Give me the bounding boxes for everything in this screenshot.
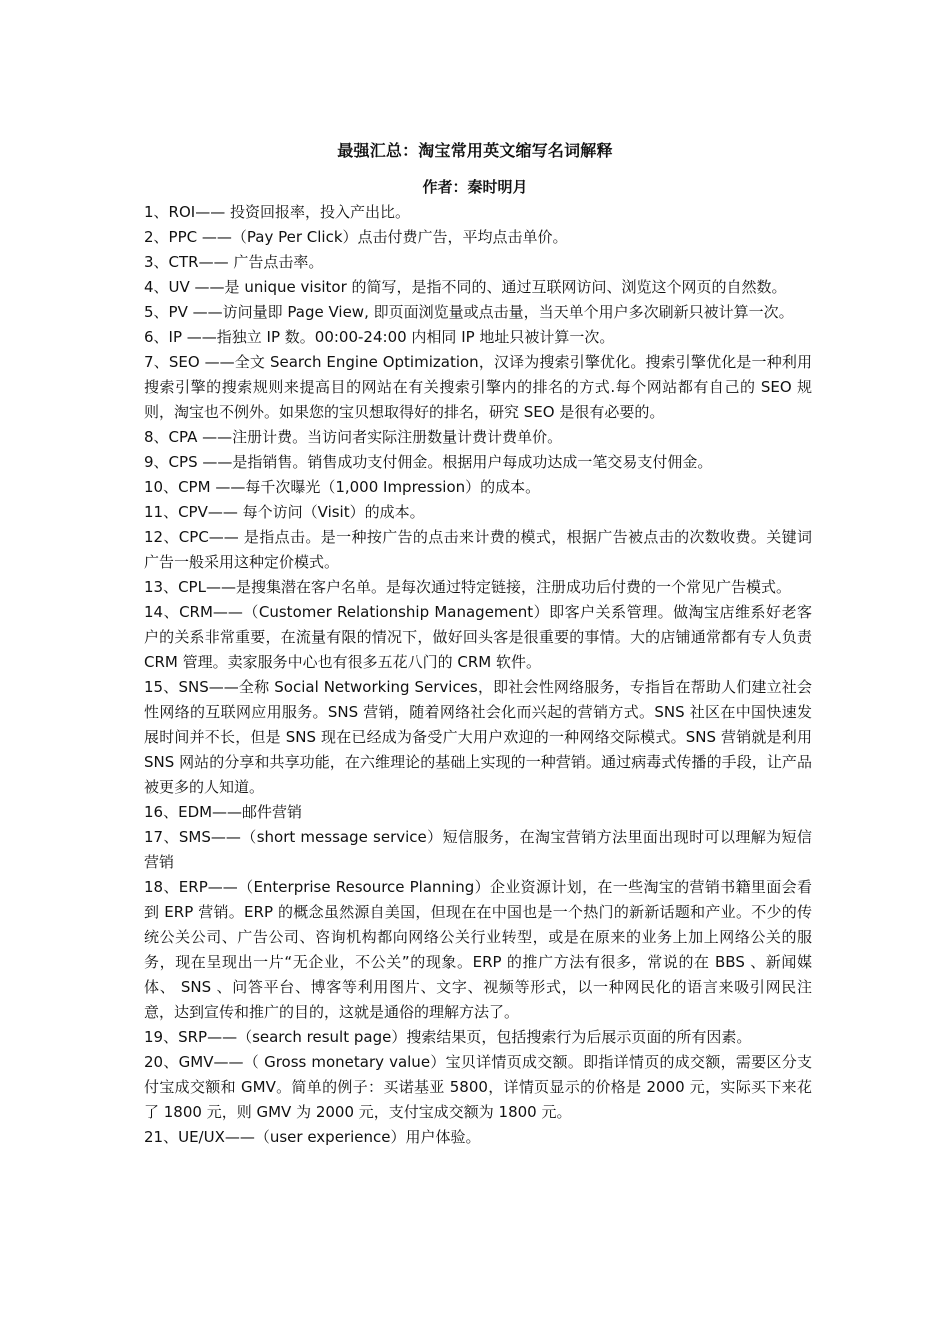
glossary-entry-gmv: 20、GMV——（ Gross monetary value）宝贝详情页成交额。即指详情页的成交额，需要区分支付宝成交额和 GMV。简单的例子：买诺基亚 5800，详情页显示的价格是 2000 元，实际买下来花了 1800 元，则 GMV 为 2000 元，支付宝成交额为 1800 元。 — [144, 1053, 812, 1121]
glossary-entry-cpl: 13、CPL——是搜集潜在客户名单。是每次通过特定链接，注册成功后付费的一个常见广告模式。 — [144, 578, 791, 596]
glossary-entry-edm: 16、EDM——邮件营销 — [144, 803, 303, 821]
document-title: 最强汇总：淘宝常用英文缩写名词解释 — [337, 141, 613, 160]
glossary-entry-seo: 7、SEO ——全文 Search Engine Optimization，汉译为搜索引擎优化。搜索引擎优化是一种利用搜索引擎的搜索规则来提高目的网站在有关搜索引擎内的排名的方式.每个网站都有自己的 SEO 规则，淘宝也不例外。如果您的宝贝想取得好的排名，研究 SEO 是很有必要的。 — [144, 353, 812, 421]
glossary-entry-cps: 9、CPS ——是指销售。销售成功支付佣金。根据用户每成功达成一笔交易支付佣金。 — [144, 453, 713, 471]
document-author: 作者：秦时明月 — [422, 178, 528, 196]
glossary-entry-srp: 19、SRP——（search result page）搜索结果页，包括搜索行为后展示页面的所有因素。 — [144, 1028, 752, 1046]
glossary-entry-cpa: 8、CPA ——注册计费。当访问者实际注册数量计费计费单价。 — [144, 428, 563, 446]
glossary-entry-crm: 14、CRM——（Customer Relationship Management）即客户关系管理。做淘宝店维系好老客户的关系非常重要，在流量有限的情况下，做好回头客是很重要的事情。大的店铺通常都有专人负责 CRM 管理。卖家服务中心也有很多五花八门的 CRM 软件。 — [144, 603, 812, 671]
glossary-entry-pv: 5、PV ——访问量即 Page View, 即页面浏览量或点击量，当天单个用户多次刷新只被计算一次。 — [144, 303, 794, 321]
glossary-entry-ctr: 3、CTR—— 广告点击率。 — [144, 253, 324, 271]
glossary-entry-cpv: 11、CPV—— 每个访问（Visit）的成本。 — [144, 503, 425, 521]
glossary-entry-ppc: 2、PPC ——（Pay Per Click）点击付费广告，平均点击单价。 — [144, 228, 568, 246]
glossary-entry-erp: 18、ERP——（Enterprise Resource Planning）企业资源计划，在一些淘宝的营销书籍里面会看到 ERP 营销。ERP 的概念虽然源自美国，但现在在中国也是一个热门的新新话题和产业。不少的传统公关公司、广告公司、咨询机构都向网络公关行业转型，或是在原来的业务上加上网络公关的服务，现在呈现出一片“无企业，不公关”的现象。ERP 的推广方法有很多，常说的在 BBS 、新闻媒体、 SNS 、问答平台、博客等利用图片、文字、视频等形式，以一种网民化的语言来吸引网民注意，达到宣传和推广的目的，这就是通俗的理解方法了。 — [144, 878, 812, 1021]
glossary-entry-sms: 17、SMS——（short message service）短信服务，在淘宝营销方法里面出现时可以理解为短信营销 — [144, 828, 812, 871]
glossary-entry-cpm: 10、CPM ——每千次曝光（1,000 Impression）的成本。 — [144, 478, 541, 496]
glossary-body — [144, 200, 812, 1150]
glossary-entry-ue-ux: 21、UE/UX——（user experience）用户体验。 — [144, 1128, 481, 1146]
glossary-entry-ip: 6、IP ——指独立 IP 数。00:00-24:00 内相同 IP 地址只被计算一次。 — [144, 328, 615, 346]
glossary-entry-uv: 4、UV ——是 unique visitor 的简写，是指不同的、通过互联网访问、浏览这个网页的自然数。 — [144, 278, 787, 296]
glossary-entry-sns: 15、SNS——全称 Social Networking Services，即社会性网络服务，专指旨在帮助人们建立社会性网络的互联网应用服务。SNS 营销，随着网络社会化而兴起的营销方式。SNS 社区在中国快速发展时间并不长，但是 SNS 现在已经成为备受广大用户欢迎的一种网络交际模式。SNS 营销就是利用 SNS 网站的分享和共享功能，在六维理论的基础上实现的一种营销。通过病毒式传播的手段，让产品被更多的人知道。 — [144, 678, 812, 796]
glossary-entry-roi: 1、ROI—— 投资回报率，投入产出比。 — [144, 203, 410, 221]
glossary-entry-cpc: 12、CPC—— 是指点击。是一种按广告的点击来计费的模式，根据广告被点击的次数收费。关键词广告一般采用这种定价模式。 — [144, 528, 812, 571]
